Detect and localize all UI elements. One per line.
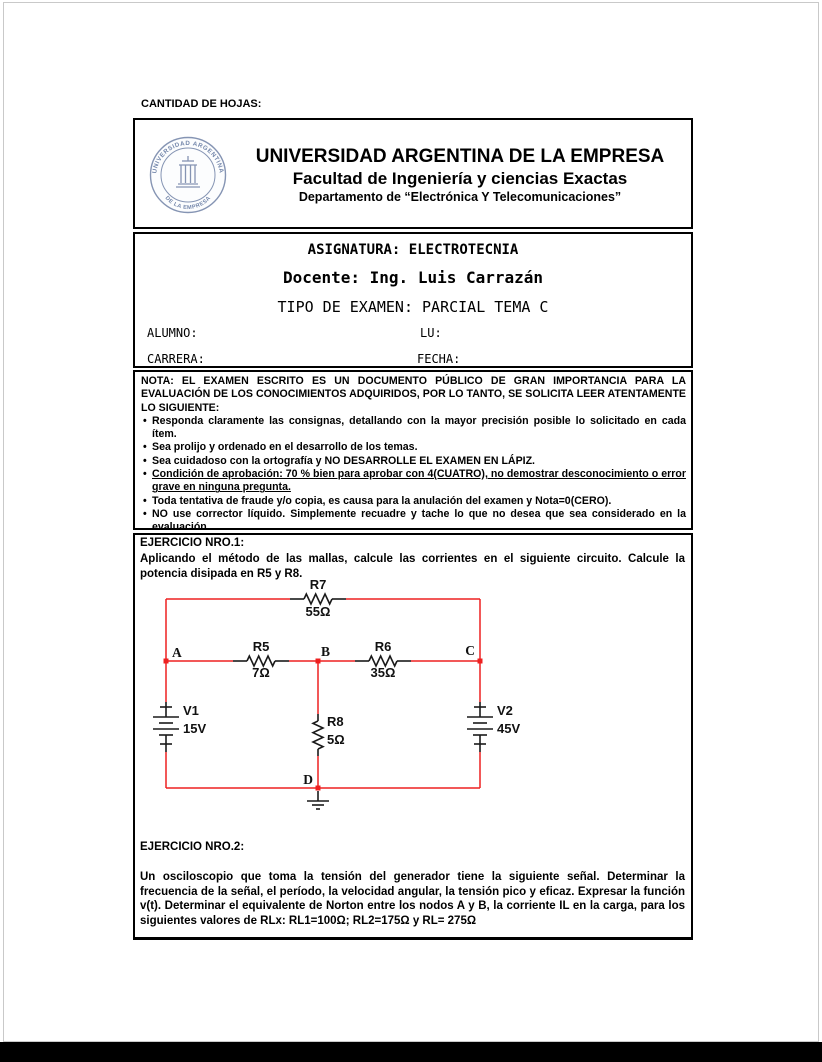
battery-v1-icon bbox=[153, 702, 179, 752]
university-seal-logo bbox=[147, 134, 229, 216]
bottom-black-bar bbox=[0, 1042, 822, 1062]
circuit-components bbox=[153, 594, 493, 809]
nota-bullet: • NO use corrector líquido. Simplemente recuadre y tache lo que no desea que sea considerado en la evaluación. bbox=[141, 508, 686, 535]
battery-v2-icon bbox=[467, 702, 493, 752]
seal-arc-text-top: UNIVERSIDAD ARGENTINA bbox=[151, 139, 225, 175]
node-a-label: A bbox=[172, 645, 182, 660]
exam-info-box bbox=[133, 232, 693, 368]
r5-ref-label: R5 bbox=[252, 639, 270, 654]
cantidad-hojas-label: CANTIDAD DE HOJAS: bbox=[141, 98, 262, 110]
r8-ref-label: R8 bbox=[327, 714, 344, 729]
v1-value-label: 15V bbox=[183, 721, 207, 736]
v2-ref-label: V2 bbox=[497, 703, 513, 718]
carrera-label: CARRERA: bbox=[147, 352, 205, 366]
lu-label: LU: bbox=[420, 326, 442, 340]
alumno-label: ALUMNO: bbox=[147, 326, 198, 340]
nota-bullet-condicion-aprobacion: • Condición de aprobación: 70 % bien para aprobar con 4(CUATRO), no demostrar desconocimiento o error grave en ninguna pregunta. bbox=[141, 468, 686, 495]
circuit-diagram bbox=[141, 574, 561, 836]
r7-ref-label: R7 bbox=[309, 577, 327, 592]
ejercicio2-body: Un osciloscopio que toma la tensión del generador tiene la siguiente señal. Determinar la frecuencia de la señal, el período, la velocidad angular, la tensión pico y eficaz. Expresar la función v(t). Determinar el equivalente de Norton entre los nodos A y B, la corriente IL en la carga, para los siguientes valores de RLx: RL1=100Ω; RL2=175Ω y RL= 275Ω bbox=[140, 871, 685, 927]
nota-bullet: • Sea cuidadoso con la ortografía y NO DESARROLLE EL EXAMEN EN LÁPIZ. bbox=[141, 455, 686, 468]
r7-value-label: 55Ω bbox=[305, 604, 331, 619]
nota-box bbox=[133, 370, 693, 534]
v1-ref-label: V1 bbox=[183, 703, 199, 718]
ejercicio2-title: EJERCICIO NRO.2: bbox=[140, 841, 245, 853]
nota-bullet-list bbox=[141, 415, 686, 535]
department-name: Departamento de “Electrónica Y Telecomunicaciones” bbox=[298, 190, 622, 204]
header-box bbox=[133, 118, 693, 229]
ejercicio1-body: Aplicando el método de las mallas, calcule las corrientes en el siguiente circuito. Calcule la potencia disipada en R5 y R8. bbox=[140, 553, 685, 580]
tipo-examen-line: TIPO DE EXAMEN: PARCIAL TEMA C bbox=[277, 298, 549, 316]
asignatura-line: ASIGNATURA: ELECTROTECNIA bbox=[307, 242, 519, 258]
nota-intro: NOTA: EL EXAMEN ESCRITO ES UN DOCUMENTO PÚBLICO DE GRAN IMPORTANCIA PARA LA EVALUACIÓN DE LOS CONOCIMIENTOS ADQUIRIDOS, POR LO TANTO, SE SOLICITA LEER ATENTAMENTE LO SIGUIENTE: bbox=[141, 375, 686, 414]
university-name: UNIVERSIDAD ARGENTINA DE LA EMPRESA bbox=[255, 146, 665, 167]
faculty-name: Facultad de Ingeniería y ciencias Exactas bbox=[292, 169, 628, 188]
circuit-wires bbox=[166, 599, 480, 788]
r5-value-label: 7Ω bbox=[252, 665, 270, 680]
r8-value-label: 5Ω bbox=[327, 732, 345, 747]
node-d-label: D bbox=[303, 772, 313, 787]
node-b-label: B bbox=[321, 644, 331, 659]
fecha-label: FECHA: bbox=[417, 352, 461, 366]
nota-bullet: • Responda claramente las consignas, detallando con la mayor precisión posible lo solicitado en cada ítem. bbox=[141, 415, 686, 442]
ejercicio1-title: EJERCICIO NRO.1: bbox=[140, 537, 245, 549]
circuit-node-dots bbox=[164, 659, 483, 791]
seal-arc-text-bottom: DE LA EMPRESA bbox=[163, 195, 213, 212]
ground-icon bbox=[307, 791, 329, 809]
v2-value-label: 45V bbox=[497, 721, 521, 736]
node-c-label: C bbox=[465, 643, 475, 658]
r6-ref-label: R6 bbox=[374, 639, 392, 654]
ejercicios-box bbox=[133, 533, 693, 940]
resistor-r7-icon bbox=[290, 594, 346, 604]
header-titles bbox=[235, 146, 685, 205]
docente-line: Docente: Ing. Luis Carrazán bbox=[282, 268, 544, 287]
resistor-r8-icon bbox=[313, 714, 323, 756]
nota-bullet: • Sea prolijo y ordenado en el desarrollo de los temas. bbox=[141, 441, 686, 454]
r6-value-label: 35Ω bbox=[370, 665, 396, 680]
nota-bullet: • Toda tentativa de fraude y/o copia, es causa para la anulación del examen y Nota=0(CERO). bbox=[141, 495, 686, 508]
